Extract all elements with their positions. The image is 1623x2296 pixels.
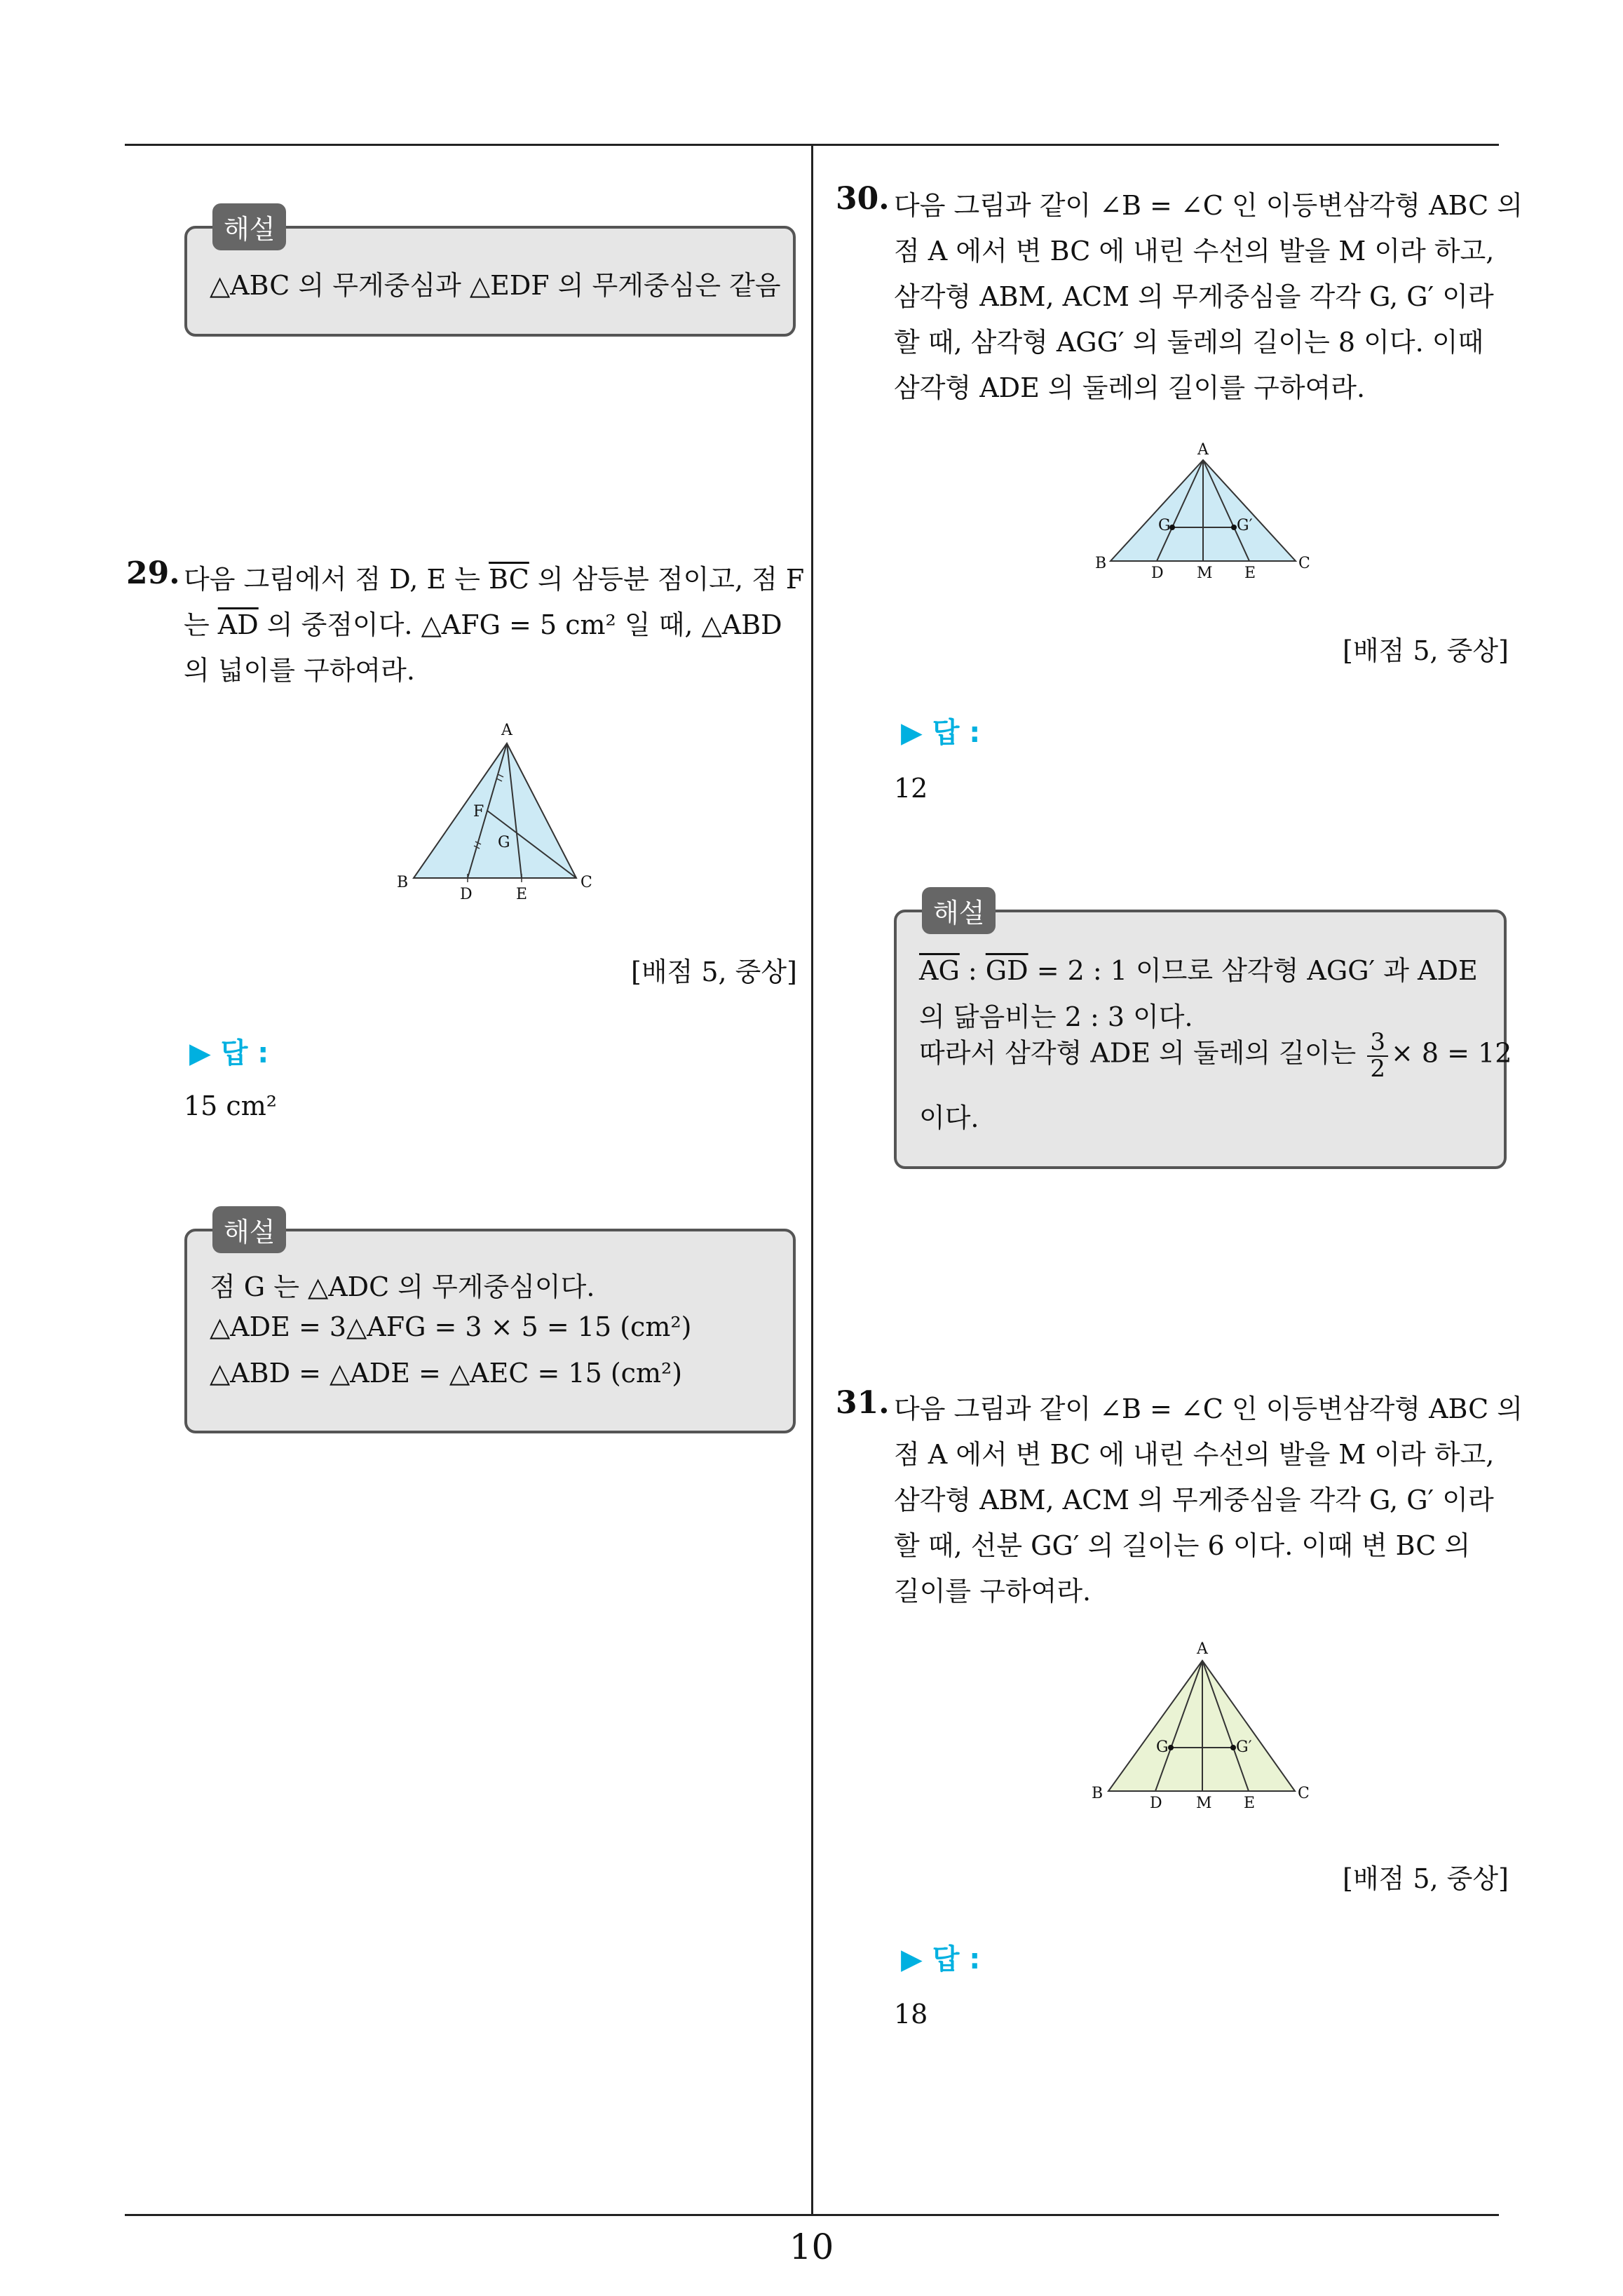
q29-label-F: F	[473, 803, 484, 821]
q31-label-G-prime: G′	[1236, 1738, 1252, 1756]
q31-label-G: G	[1156, 1738, 1169, 1756]
q31-label-B: B	[1092, 1785, 1103, 1802]
q31-line-4: 할 때, 선분 GG′ 의 길이는 6 이다. 이때 변 BC 의	[894, 1530, 1471, 1561]
q29-triangle-figure	[393, 715, 603, 905]
q30-score: [배점 5, 중상]	[1343, 635, 1509, 666]
q30-line-2: 점 A 에서 변 BC 에 내린 수선의 발을 M 이라 하고,	[894, 236, 1495, 266]
hint-tag: 해설	[212, 203, 286, 250]
q29-line-2: 는 $\overline{AD}$ 의 중점이다. △AFG = 5 cm² 일 때, △ABD	[184, 609, 782, 640]
q29-hint-line-3: △ABD = △ADE = △AEC = 15 (cm²)	[210, 1358, 683, 1389]
q30-hint-line-2: 의 닮음비는 2 : 3 이다.	[919, 1001, 1193, 1032]
q29-label-A: A	[501, 722, 512, 739]
q30-hint-line-3: 따라서 삼각형 ADE 의 둘레의 길이는 $\frac{3}{2}$ × 8 = 12	[919, 1028, 1512, 1083]
q30-line-1: 다음 그림과 같이 ∠B = ∠C 인 이등변삼각형 ABC 의	[894, 190, 1523, 221]
q31-line-5: 길이를 구하여라.	[894, 1576, 1092, 1607]
q30-hint-line-4: 이다.	[919, 1102, 979, 1133]
q31-label-E: E	[1244, 1795, 1256, 1812]
q29-label-C: C	[580, 874, 592, 891]
hint-box-28	[184, 214, 796, 337]
q31-answer: 18	[894, 1999, 928, 2030]
q29-triangle	[414, 743, 576, 878]
question-number-30: 30.	[836, 181, 890, 217]
q30-label-G: G	[1158, 517, 1171, 534]
q30-label-B: B	[1095, 555, 1107, 572]
q30-line-4: 할 때, 삼각형 AGG′ 의 둘레의 길이는 8 이다. 이때	[894, 327, 1484, 358]
column-divider	[811, 145, 813, 2215]
q31-triangle-figure	[1083, 1634, 1322, 1823]
q31-line-1: 다음 그림과 같이 ∠B = ∠C 인 이등변삼각형 ABC 의	[894, 1393, 1523, 1424]
q29-line-1: 다음 그림에서 점 D, E 는 $\overline{BC}$ 의 삼등분 점이고, 점 F	[184, 564, 805, 595]
q29-label-G: G	[498, 834, 510, 851]
q30-label-C: C	[1298, 555, 1310, 572]
q29-label-E: E	[516, 886, 528, 903]
q31-line-3: 삼각형 ABM, ACM 의 무게중심을 각각 G, G′ 이라	[894, 1485, 1494, 1515]
bottom-rule	[125, 2214, 1499, 2216]
hint-tag: 해설	[922, 887, 996, 934]
q30-hint-fraction: $\frac{3}{2}$	[1367, 1030, 1388, 1081]
q30-answer-label: ▶ 답 :	[901, 717, 981, 749]
q30-answer: 12	[894, 773, 928, 804]
question-number-31: 31.	[836, 1385, 890, 1421]
q30-line-3: 삼각형 ABM, ACM 의 무게중심을 각각 G, G′ 이라	[894, 281, 1494, 312]
q30-label-E: E	[1244, 565, 1256, 582]
hint-tag: 해설	[212, 1206, 286, 1253]
question-number-29: 29.	[126, 555, 180, 591]
hint-box-30	[894, 898, 1512, 1169]
hint-text: △ABC 의 무게중심과 △EDF 의 무게중심은 같음	[210, 270, 781, 301]
q29-answer: 15 cm²	[184, 1090, 277, 1121]
q31-label-C: C	[1298, 1785, 1310, 1802]
q30-triangle-figure	[1087, 435, 1318, 589]
q29-answer-label: ▶ 답 :	[189, 1037, 269, 1069]
hint-box-29	[184, 1217, 796, 1433]
q29-label-D: D	[460, 886, 473, 903]
q31-label-D: D	[1150, 1795, 1162, 1812]
q29-score: [배점 5, 중상]	[631, 957, 797, 987]
page-number: 10	[789, 2227, 834, 2267]
q31-label-A: A	[1197, 1640, 1208, 1658]
q31-answer-label: ▶ 답 :	[901, 1943, 981, 1976]
q29-hint-line-1: 점 G 는 △ADC 의 무게중심이다.	[210, 1271, 595, 1302]
q30-hint-line-1: $\overline{AG}$ : $\overline{GD} = 2$ : 1 이므로 삼각형 AGG′ 과 ADE	[919, 955, 1478, 986]
q31-score: [배점 5, 중상]	[1343, 1863, 1509, 1894]
q29-hint-line-2: △ADE = 3△AFG = 3 × 5 = 15 (cm²)	[210, 1311, 692, 1342]
q30-label-D: D	[1151, 565, 1164, 582]
q29-label-B: B	[397, 874, 409, 891]
q31-label-M: M	[1196, 1795, 1212, 1812]
q30-label-M: M	[1197, 565, 1213, 582]
q29-line-3: 의 넓이를 구하여라.	[184, 655, 415, 686]
q31-line-2: 점 A 에서 변 BC 에 내린 수선의 발을 M 이라 하고,	[894, 1439, 1495, 1470]
q30-label-G-prime: G′	[1237, 517, 1253, 534]
q30-line-5: 삼각형 ADE 의 둘레의 길이를 구하여라.	[894, 372, 1366, 403]
q30-label-A: A	[1197, 441, 1209, 459]
